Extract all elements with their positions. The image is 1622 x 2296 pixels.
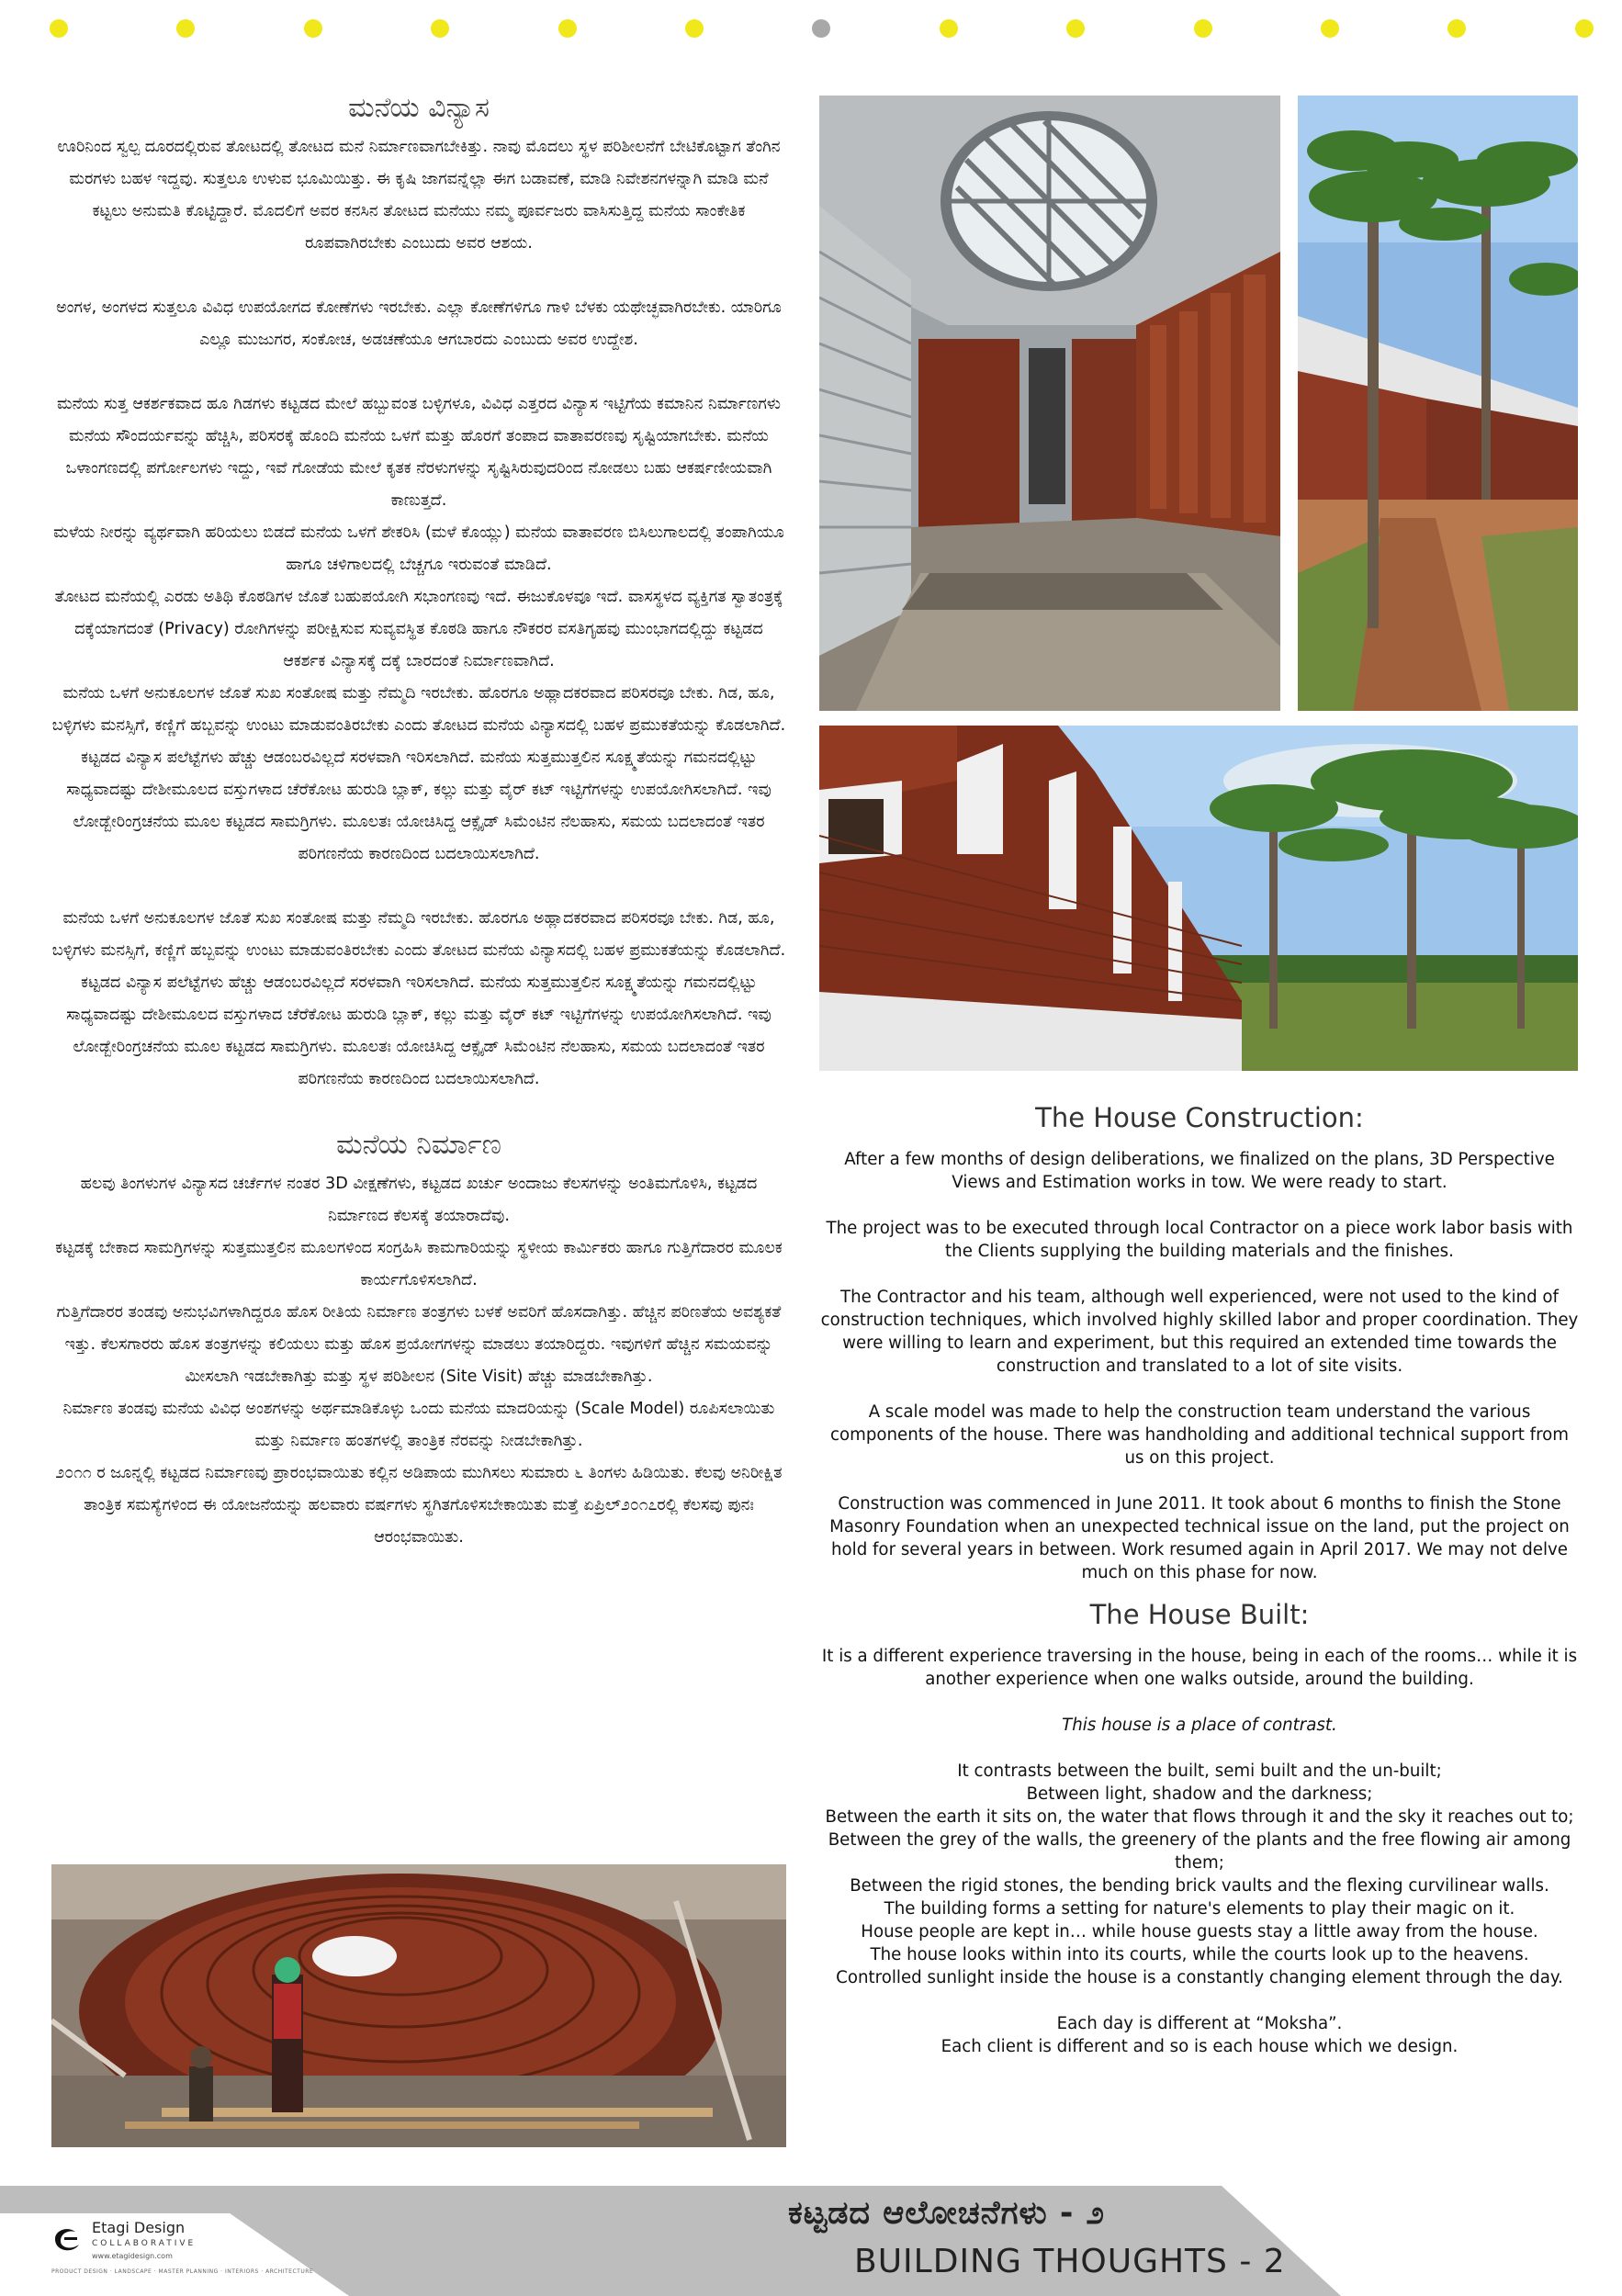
page-dot (1066, 19, 1085, 38)
kannada-paragraph: ಕಟ್ಟಡದ ವಿನ್ಯಾಸ ಪಲೆಟ್ಟೆಗಳು ಹೆಚ್ಚು ಆಡಂಬರವಿಲ್ಲದೆ ಸರಳವಾಗಿ ಇರಿಸಲಾಗಿದೆ. ಮನೆಯ ಸುತ್ತಮುತ್ತಲಿನ ಸೂಕ್ಷ್ಮತೆಯನ್ನು ಗಮನದಲ್ಲಿಟ್ಟು ಸಾಧ್ಯವಾದಷ್ಟು ದೇಶೀಮೂಲದ ವಸ್ತುಗಳಾದ ಚೆರೆಕೋಟ ಹುರುಡಿ ಬ್ಲಾಕ್, ಕಲ್ಲು ಮತ್ತು ವೈರ್ ಕಟ್ ಇಟ್ಟಿಗೆಗಳನ್ನು ಉಪಯೋಗಿಸಲಾಗಿದೆ. ಇವು ಲೋಡ್ಬೇರಿಂಗ್ರಚನೆಯ ಮೂಲ ಕಟ್ಟಡದ ಸಾಮಗ್ರಿಗಳು. ಮೂಲತಃ ಯೋಚಿಸಿದ್ದ ಆಕ್ಸೈಡ್ ಸಿಮೆಂಟಿನ ನೆಲಹಾಸು, ಸಮಯ ಬದಲಾದಂತೆ ಇತರ ಪರಿಗಣನೆಯ ಕಾರಣದಿಂದ ಬದಲಾಯಿಸಲಾಗಿದೆ. (66, 974, 772, 1088)
kannada-paragraph: ಅಂಗಳ, ಅಂಗಳದ ಸುತ್ತಲೂ ವಿವಿಧ ಉಪಯೋಗದ ಕೋಣೆಗಳು ಇರಬೇಕು. ಎಲ್ಲಾ ಕೋಣೆಗಳಿಗೂ ಗಾಳಿ ಬೆಳಕು ಯಥೇಚ್ಛವಾಗಿರಬೇಕು. ಯಾರಿಗೂ ಎಲ್ಲೂ ಮುಜುಗರ, ಸಂಕೋಚ, ಅಡಚಣೆಯೂ ಆಗಬಾರದು ಎಂಬುದು ಅವರ ಉದ್ದೇಶ. (56, 298, 782, 349)
page-dot (1575, 19, 1594, 38)
kannada-column (51, 92, 786, 1554)
kannada-paragraph: ಗುತ್ತಿಗೆದಾರರ ತಂಡವು ಅನುಭವಿಗಳಾಗಿದ್ದರೂ ಹೊಸ ರೀತಿಯ ನಿರ್ಮಾಣ ತಂತ್ರಗಳು ಬಳಕೆ ಅವರಿಗೆ ಹೊಸದಾಗಿತ್ತು. ಹೆಚ್ಚಿನ ಪರಿಣತೆಯ ಅವಶ್ಯಕತೆ ಇತ್ತು. ಕೆಲಸಗಾರರು ಹೊಸ ತಂತ್ರಗಳನ್ನು ಕಲಿಯಲು ಮತ್ತು ಹೊಸ ಪ್ರಯೋಗಗಳನ್ನು ಮಾಡಲು ತಯಾರಿದ್ದರು. ಇವುಗಳಿಗೆ ಹೆಚ್ಚಿನ ಸಮಯವನ್ನು ಮೀಸಲಾಗಿ ಇಡಬೇಕಾಗಿತ್ತು ಮತ್ತು ಸ್ಥಳ ಪರಿಶೀಲನ (Site Visit) ಹೆಚ್ಚು ಮಾಡಬೇಕಾಗಿತ್ತು. (56, 1303, 782, 1386)
page-dot (558, 19, 577, 38)
english-line: The house looks within into its courts, while the courts look up to the heavens. (870, 1945, 1529, 1964)
english-column (819, 1102, 1580, 2058)
english-line: Between the grey of the walls, the greenery of the plants and the free flowing air among them; (828, 1830, 1571, 1873)
kannada-heading-construction: ಮನೆಯ ನಿರ್ಮಾಣ (336, 1129, 501, 1161)
kannada-paragraph: ಮನೆಯ ಒಳಗೆ ಅನುಕೂಲಗಳ ಜೊತೆ ಸುಖ ಸಂತೋಷ ಮತ್ತು ನೆಮ್ಮದಿ ಇರಬೇಕು. ಹೊರಗೂ ಅಹ್ಲಾದಕರವಾದ ಪರಿಸರವೂ ಬೇಕು. ಗಿಡ, ಹೂ, ಬಳ್ಳಿಗಳು ಮನಸ್ಸಿಗೆ, ಕಣ್ಣಿಗೆ ಹಬ್ಬವನ್ನು ಉಂಟು ಮಾಡುವಂತಿರಬೇಕು ಎಂದು ತೋಟದ ಮನೆಯ ವಿನ್ಯಾಸದಲ್ಲಿ ಬಹಳ ಪ್ರಮುಕತೆಯನ್ನು ಕೊಡಲಾಗಿದೆ. (51, 909, 786, 960)
page-dot (1447, 19, 1466, 38)
kannada-paragraph: ೨೦೧೧ ರ ಜೂನ್ನಲ್ಲಿ ಕಟ್ಟಡದ ನಿರ್ಮಾಣವು ಪ್ರಾರಂಭವಾಯಿತು ಕಲ್ಲಿನ ಅಡಿಪಾಯ ಮುಗಿಸಲು ಸುಮಾರು ೬ ತಿಂಗಳು ಹಿಡಿಯಿತು. ಕೆಲವು ಅನಿರೀಕ್ಷಿತ ತಾಂತ್ರಿಕ ಸಮಸ್ಯೆಗಳಿಂದ ಈ ಯೋಜನೆಯನ್ನು ಹಲವಾರು ವರ್ಷಗಳು ಸ್ಥಗಿತಗೊಳಿಸಬೇಕಾಯಿತು ಮತ್ತೆ ಏಪ್ರಿಲ್೨೦೧೭ರಲ್ಲಿ ಕೆಲಸವು ಪುನಃ ಆರಂಭವಾಯಿತು. (55, 1464, 783, 1547)
page-dot (176, 19, 195, 38)
photo-courtyard-skylight (819, 96, 1280, 711)
kannada-paragraph: ಮನೆಯ ಒಳಗೆ ಅನುಕೂಲಗಳ ಜೊತೆ ಸುಖ ಸಂತೋಷ ಮತ್ತು ನೆಮ್ಮದಿ ಇರಬೇಕು. ಹೊರಗೂ ಅಹ್ಲಾದಕರವಾದ ಪರಿಸರವೂ ಬೇಕು. ಗಿಡ, ಹೂ, ಬಳ್ಳಿಗಳು ಮನಸ್ಸಿಗೆ, ಕಣ್ಣಿಗೆ ಹಬ್ಬವನ್ನು ಉಂಟು ಮಾಡುವಂತಿರಬೇಕು ಎಂದು ತೋಟದ ಮನೆಯ ವಿನ್ಯಾಸದಲ್ಲಿ ಬಹಳ ಪ್ರಮುಕತೆಯನ್ನು ಕೊಡಲಾಗಿದೆ. (51, 684, 786, 735)
photo-curvilinear-brick-wall (819, 726, 1578, 1071)
english-line: Controlled sunlight inside the house is a constantly changing element through the day. (836, 1968, 1563, 1987)
page-dot (50, 19, 68, 38)
kannada-heading-layout: ಮನೆಯ ವಿನ್ಯಾಸ (348, 92, 490, 124)
english-italic-statement: This house is a place of contrast. (1062, 1716, 1337, 1735)
footer-kannada-title: ಕಟ್ಟಡದ ಆಲೋಚನೆಗಳು - ೨ (788, 2195, 1106, 2232)
page-dot (431, 19, 449, 38)
kannada-paragraph: ಕಟ್ಟಡಕ್ಕೆ ಬೇಕಾದ ಸಾಮಗ್ರಿಗಳನ್ನು ಸುತ್ತಮುತ್ತಲಿನ ಮೂಲಗಳಿಂದ ಸಂಗ್ರಹಿಸಿ ಕಾಮಗಾರಿಯನ್ನು ಸ್ಥಳೀಯ ಕಾರ್ಮಿಕರು ಹಾಗೂ ಗುತ್ತಿಗೆದಾರರ ಮೂಲಕ ಕಾರ್ಯಗೊಳಿಸಲಾಗಿದೆ. (55, 1239, 783, 1289)
page-indicator-dots (0, 19, 1622, 41)
photo-palms-brick-wall (1298, 96, 1578, 711)
logo-mark-icon (51, 2223, 84, 2256)
page-dot (940, 19, 958, 38)
english-heading-construction: The House Construction: (1035, 1102, 1364, 1133)
english-paragraph: After a few months of design deliberations, we finalized on the plans, 3D Perspective Views and Estimation works in tow. We were ready to start. (844, 1150, 1555, 1192)
english-line: It contrasts between the built, semi built and the un-built; (957, 1761, 1442, 1781)
english-line: Between light, shadow and the darkness; (1026, 1784, 1373, 1804)
english-heading-built: The House Built: (1089, 1599, 1310, 1630)
english-line: House people are kept in… while house guests stay a little away from the house. (861, 1922, 1538, 1941)
photo-brick-dome-construction (51, 1864, 786, 2147)
english-line: Between the earth it sits on, the water that flows through it and the sky it reaches out to; (825, 1807, 1574, 1827)
english-line: The building forms a setting for nature's elements to play their magic on it. (884, 1899, 1515, 1919)
page-dot (1194, 19, 1212, 38)
page-dot (685, 19, 704, 38)
logo-url: www.etagidesign.com (92, 2252, 173, 2260)
english-paragraph: Construction was commenced in June 2011. It took about 6 months to finish the Stone Masonry Foundation when an unexpected technical issue on the land, put the project on hold for several years in between. Work resumed again in April 2017. We may not delve much on this phase for now. (829, 1494, 1570, 1582)
logo-name: Etagi Design (92, 2219, 186, 2236)
logo-subtitle: COLLABORATIVE (92, 2239, 197, 2248)
kannada-paragraph: ಮನೆಯ ಸುತ್ತ ಆಕರ್ಶಕವಾದ ಹೂ ಗಿಡಗಳು ಕಟ್ಟಡದ ಮೇಲೆ ಹಬ್ಬುವಂತ ಬಳ್ಳಿಗಳೂ, ವಿವಿಧ ಎತ್ತರದ ವಿನ್ಯಾಸ ಇಟ್ಟಿಗೆಯ ಕಮಾನಿನ ನಿರ್ಮಾಣಗಳು ಮನೆಯ ಸೌಂದರ್ಯವನ್ನು ಹೆಚ್ಚಿಸಿ, ಪರಿಸರಕ್ಕೆ ಹೊಂದಿ ಮನೆಯ ಒಳಗೆ ಮತ್ತು ಹೊರಗೆ ತಂಪಾದ ವಾತಾವರಣವು ಸೃಷ್ಟಿಯಾಗಬೇಕು. ಮನೆಯ ಒಳಾಂಗಣದಲ್ಲಿ ಪರ್ಗೋಲಗಳು ಇದ್ದು, ಇವೆ ಗೋಡೆಯ ಮೇಲೆ ಕೃತಕ ನೆರಳುಗಳನ್ನು ಸೃಷ್ಟಿಸಿರುವುದರಿಂದ ನೋಡಲು ಬಹು ಆಕರ್ಷಣೀಯವಾಗಿ ಕಾಣುತ್ತದೆ. (56, 395, 782, 510)
kannada-paragraph: ತೋಟದ ಮನೆಯಲ್ಲಿ ಎರಡು ಅತಿಥಿ ಕೊಠಡಿಗಳ ಜೊತೆ ಬಹುಪಯೋಗಿ ಸಭಾಂಗಣವು ಇದೆ. ಈಜುಕೊಳವೂ ಇದೆ. ವಾಸಸ್ಥಳದ ವ್ಯಕ್ತಿಗತ ಸ್ವಾತಂತ್ರಕ್ಕೆ ದಕ್ಕೆಯಾಗದಂತೆ (Privacy) ರೋಗಿಗಳನ್ನು ಪರೀಕ್ಷಿಸುವ ಸುವ್ಯವಸ್ಥಿತ ಕೊಠಡಿ ಹಾಗೂ ನೌಕರರ ವಸತಿಗೃಹವು ಮುಂಭಾಗದಲ್ಲಿದ್ದು ಕಟ್ಟಡದ ಆಕರ್ಶಕ ವಿನ್ಯಾಸಕ್ಕೆ ದಕ್ಕೆ ಬಾರದಂತೆ ನಿರ್ಮಾಣವಾಗಿದೆ. (54, 588, 783, 670)
english-paragraph: The project was to be executed through local Contractor on a piece work labor basis with the Clients supplying the building materials and the finishes. (826, 1219, 1573, 1261)
kannada-paragraph: ಊರಿನಿಂದ ಸ್ವಲ್ಪ ದೂರದಲ್ಲಿರುವ ತೋಟದಲ್ಲಿ ತೋಟದ ಮನೆ ನಿರ್ಮಾಣವಾಗಬೇಕಿತ್ತು. ನಾವು ಮೊದಲು ಸ್ಥಳ ಪರಿಶೀಲನೆಗೆ ಬೇಟಿಕೊಟ್ಟಾಗ ತೆಂಗಿನ ಮರಗಳು ಬಹಳ ಇದ್ದವು. ಸುತ್ತಲೂ ಉಳುವ ಭೂಮಿಯಿತ್ತು. ಈ ಕೃಷಿ ಜಾಗವನ್ನೆಲ್ಲಾ ಈಗ ಬಡಾವಣೆ, ಮಾಡಿ ನಿವೇಶನಗಳನ್ನಾಗಿ ಮಾಡಿ ಮನೆ ಕಟ್ಟಲು ಅನುಮತಿ ಕೊಟ್ಟಿದ್ದಾರೆ. ಮೊದಲಿಗೆ ಅವರ ಕನಸಿನ ತೋಟದ ಮನೆಯು ನಮ್ಮ ಪೂರ್ವಜರು ವಾಸಿಸುತ್ತಿದ್ದ ಮನೆಯ ಸಾಂಕೇತಿಕ ರೂಪವಾಗಿರಬೇಕು ಎಂಬುದು ಅವರ ಆಶಯ. (57, 138, 781, 253)
page-dot (1321, 19, 1339, 38)
logo-tagline: PRODUCT DESIGN · LANDSCAPE · MASTER PLANNING · INTERIORS · ARCHITECTURE (51, 2268, 314, 2275)
kannada-paragraph: ಹಲವು ತಿಂಗಳುಗಳ ವಿನ್ಯಾಸದ ಚರ್ಚೆಗಳ ನಂತರ 3D ವೀಕ್ಷಣೆಗಳು, ಕಟ್ಟಡದ ಖರ್ಚು ಅಂದಾಜು ಕೆಲಸಗಳನ್ನು ಅಂತಿಮಗೊಳಿಸಿ, ಕಟ್ಟಡದ ನಿರ್ಮಾಣದ ಕೆಲಸಕ್ಕೆ ತಯಾರಾದೆವು. (80, 1175, 758, 1225)
etagi-design-logo (51, 2215, 314, 2289)
english-closing-line: Each day is different at “Moksha”. (1056, 2014, 1343, 2033)
kannada-paragraph: ಕಟ್ಟಡದ ವಿನ್ಯಾಸ ಪಲೆಟ್ಟೆಗಳು ಹೆಚ್ಚು ಆಡಂಬರವಿಲ್ಲದೆ ಸರಳವಾಗಿ ಇರಿಸಲಾಗಿದೆ. ಮನೆಯ ಸುತ್ತಮುತ್ತಲಿನ ಸೂಕ್ಷ್ಮತೆಯನ್ನು ಗಮನದಲ್ಲಿಟ್ಟು ಸಾಧ್ಯವಾದಷ್ಟು ದೇಶೀಮೂಲದ ವಸ್ತುಗಳಾದ ಚೆರೆಕೋಟ ಹುರುಡಿ ಬ್ಲಾಕ್, ಕಲ್ಲು ಮತ್ತು ವೈರ್ ಕಟ್ ಇಟ್ಟಿಗೆಗಳನ್ನು ಉಪಯೋಗಿಸಲಾಗಿದೆ. ಇವು ಲೋಡ್ಬೇರಿಂಗ್ರಚನೆಯ ಮೂಲ ಕಟ್ಟಡದ ಸಾಮಗ್ರಿಗಳು. ಮೂಲತಃ ಯೋಚಿಸಿದ್ದ ಆಕ್ಸೈಡ್ ಸಿಮೆಂಟಿನ ನೆಲಹಾಸು, ಸಮಯ ಬದಲಾದಂತೆ ಇತರ ಪರಿಗಣನೆಯ ಕಾರಣದಿಂದ ಬದಲಾಯಿಸಲಾಗಿದೆ. (66, 748, 772, 863)
english-line: Between the rigid stones, the bending brick vaults and the flexing curvilinear walls. (850, 1876, 1549, 1896)
english-paragraph: The Contractor and his team, although well experienced, were not used to the kind of construction techniques, which involved highly skilled labor and proper coordination. They were willing to learn and experiment, but this required an extended time towards the construction and translated to a lot of site visits. (820, 1288, 1579, 1376)
english-paragraph: A scale model was made to help the construction team understand the various components of the house. There was handholding and additional technical support from us on this project. (830, 1402, 1569, 1468)
footer-english-title: BUILDING THOUGHTS - 2 (854, 2243, 1286, 2280)
english-paragraph: It is a different experience traversing in the house, being in each of the rooms… while it is another experience when one walks outside, around the building. (821, 1647, 1578, 1689)
page-dot (304, 19, 322, 38)
kannada-paragraph: ಮಳೆಯ ನೀರನ್ನು ವ್ಯರ್ಥವಾಗಿ ಹರಿಯಲು ಬಿಡದೆ ಮನೆಯ ಒಳಗೆ ಶೇಕರಿಸಿ (ಮಳೆ ಕೊಯ್ಲು) ಮನೆಯ ವಾತಾವರಣ ಬಿಸಿಲುಗಾಲದಲ್ಲಿ ತಂಪಾಗಿಯೂ ಹಾಗೂ ಚಳಿಗಾಲದಲ್ಲಿ ಬೆಚ್ಚಗೂ ಇರುವಂತೆ ಮಾಡಿದೆ. (53, 523, 784, 574)
english-closing-line: Each client is different and so is each house which we design. (941, 2037, 1459, 2056)
page-dot-current (812, 19, 830, 38)
kannada-paragraph: ನಿರ್ಮಾಣ ತಂಡವು ಮನೆಯ ವಿವಿಧ ಅಂಶಗಳನ್ನು ಅರ್ಥಮಾಡಿಕೊಳ್ಳು ಒಂದು ಮನೆಯ ಮಾದರಿಯನ್ನು (Scale Model) ರೂಪಿಸಲಾಯಿತು ಮತ್ತು ನಿರ್ಮಾಣ ಹಂತಗಳಲ್ಲಿ ತಾಂತ್ರಿಕ ನೆರವನ್ನು ನೀಡಬೇಕಾಗಿತ್ತು. (62, 1400, 775, 1450)
